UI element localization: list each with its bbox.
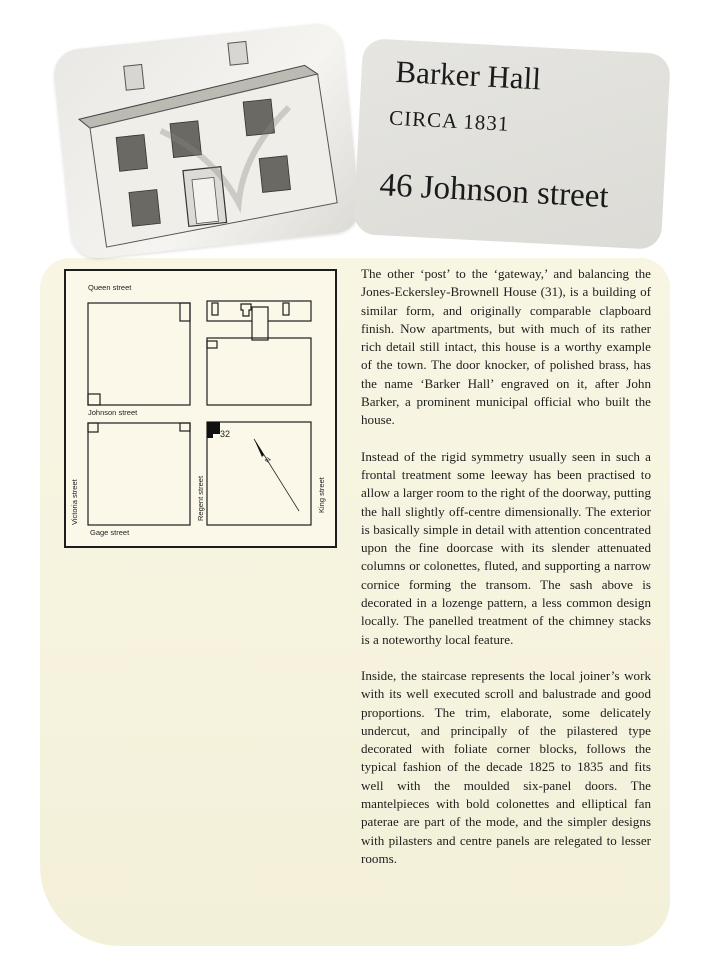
building-nw-corner (180, 303, 190, 321)
description-text (361, 265, 651, 886)
street-map (64, 269, 337, 548)
paragraph-history: The other ‘post’ to the ‘gateway,’ and balancing the Jones-Eckersley-Brownell House (31), is a building of similar form, and originally comparable clapboard finish. Now apartments, but with much of its rather rich detail still intact, this house is a worthy example of the town. The door knocker, of polished brass, has the name ‘Barker Hall’ engraved on it, after John Barker, a prominent municipal official who built the house. (361, 266, 651, 428)
queen-street-label: Queen street (88, 283, 132, 292)
victoria-street-label: Victoria street (70, 479, 79, 525)
house-sketch-drawing (52, 21, 362, 260)
north-label: N (264, 456, 273, 465)
block-nw (88, 303, 190, 405)
north-arrow-head (254, 439, 264, 457)
block-ne (207, 338, 311, 405)
paragraph-interior: Inside, the staircase represents the local joiner’s work with its well executed scroll and balustrade and good proportions. The trim, elaborate, some delicately undercut, and principally of the pilastered type decorated with foliate corner blocks, follows the typical fashion of the decade 1825 to 1835 and fits well with the moulded six-panel doors. The mantelpieces with bold colonettes and elliptical fan paterae are part of the mode, and the simpler designs with pilasters and centre panels are relegated to lesser rooms. (361, 667, 651, 866)
marker-label: 32 (220, 429, 231, 439)
king-street-label: King street (317, 477, 326, 513)
date-label: CIRCA 1831 (388, 105, 510, 136)
title-card (353, 38, 671, 250)
block-sw (88, 423, 190, 525)
building-name: Barker Hall (394, 53, 542, 97)
address-label: 46 Johnson street (378, 167, 610, 216)
building-nw-small (88, 394, 100, 405)
regent-street-label: Regent street (196, 475, 205, 521)
house-sketch (52, 21, 362, 260)
north-arrow (254, 439, 299, 511)
gage-street-label: Gage street (90, 528, 130, 537)
paragraph-exterior: Instead of the rigid symmetry usually seen in such a frontal treatment some leeway has been practised to allow a larger room to the right of the doorway, putting the hall slightly off-centre dimensionally. The exterior is basically simple in detail with attention concentrated upon the fine doorcase with its slender attenuated columns or colonettes, fluted, and supporting a narrow cornice forming the transom. The sash above is decorated in a lozenge pattern, a less common design locally. The panelled treatment of the chimney stacks is a noteworthy local feature. (361, 448, 651, 647)
johnson-street-label: Johnson street (88, 408, 138, 417)
